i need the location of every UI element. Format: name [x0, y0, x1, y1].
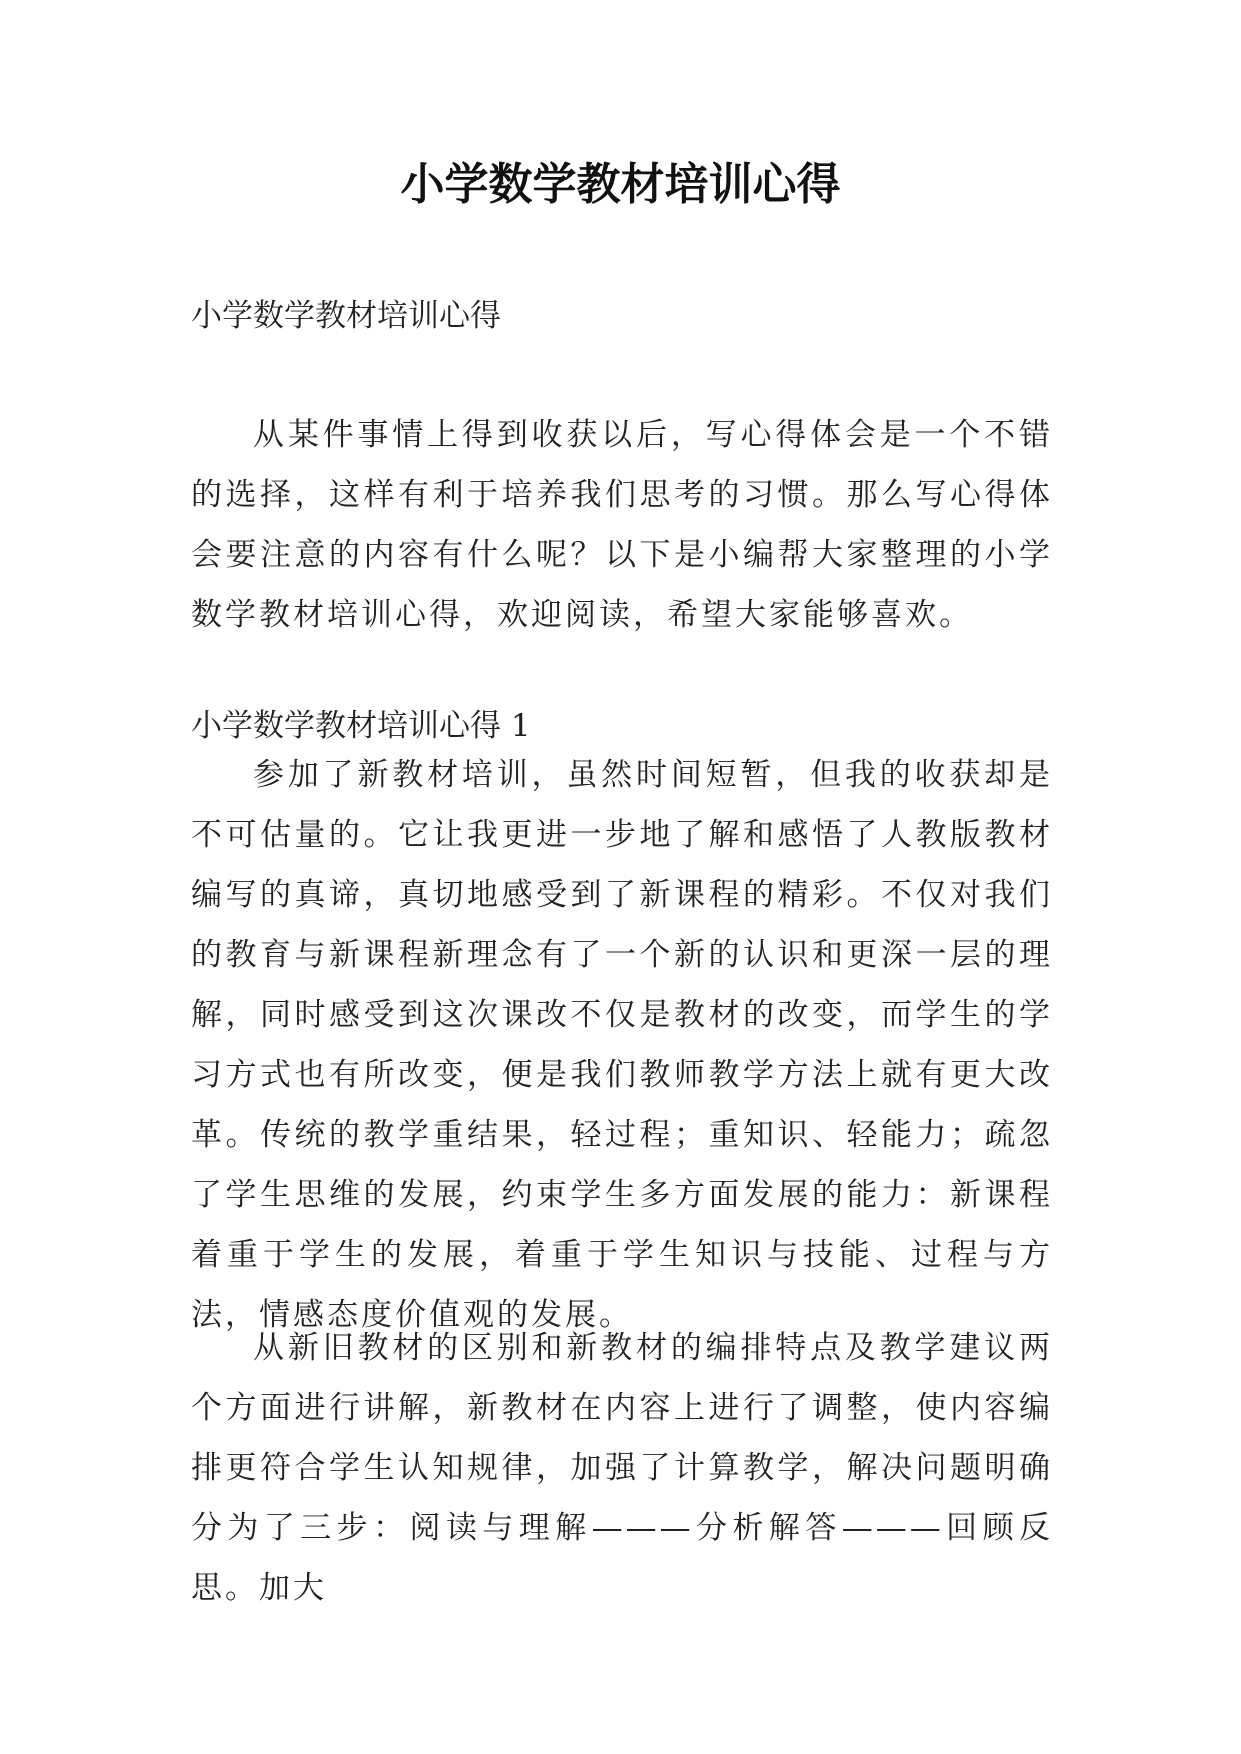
section-heading: 小学数学教材培训心得 1: [191, 708, 531, 744]
document-title: 小学数学教材培训心得: [400, 159, 841, 210]
body-paragraph: 参加了新教材培训，虽然时间短暂，但我的收获却是不可估量的。它让我更进一步地了解和感悟了人教版教材编写的真谛，真切地感受到了新课程的精彩。不仅对我们的教育与新课程新理念有了一个新的认识和更深一层的理解，同时感受到这次课改不仅是教材的改变，而学生的学习方式也有所改变，便是我们教师教学方法上就有更大改革。传统的教学重结果，轻过程；重知识、轻能力；疏忽了学生思维的发展，约束学生多方面发展的能力：新课程着重于学生的发展，着重于学生知识与技能、过程与方法，情感态度价值观的发展。: [191, 757, 1053, 1333]
body-paragraph: 从新旧教材的区别和新教材的编排特点及教学建议两个方面进行讲解，新教材在内容上进行了调整，使内容编排更符合学生认知规律，加强了计算教学，解决问题明确分为了三步：阅读与理解———分析解答———回顾反思。加大: [191, 1330, 1053, 1606]
intro-paragraph: 从某件事情上得到收获以后，写心得体会是一个不错的选择，这样有利于培养我们思考的习惯。那么写心得体会要注意的内容有什么呢？以下是小编帮大家整理的小学数学教材培训心得，欢迎阅读，希望大家能够喜欢。: [191, 417, 1053, 633]
document-subtitle: 小学数学教材培训心得: [191, 298, 501, 334]
